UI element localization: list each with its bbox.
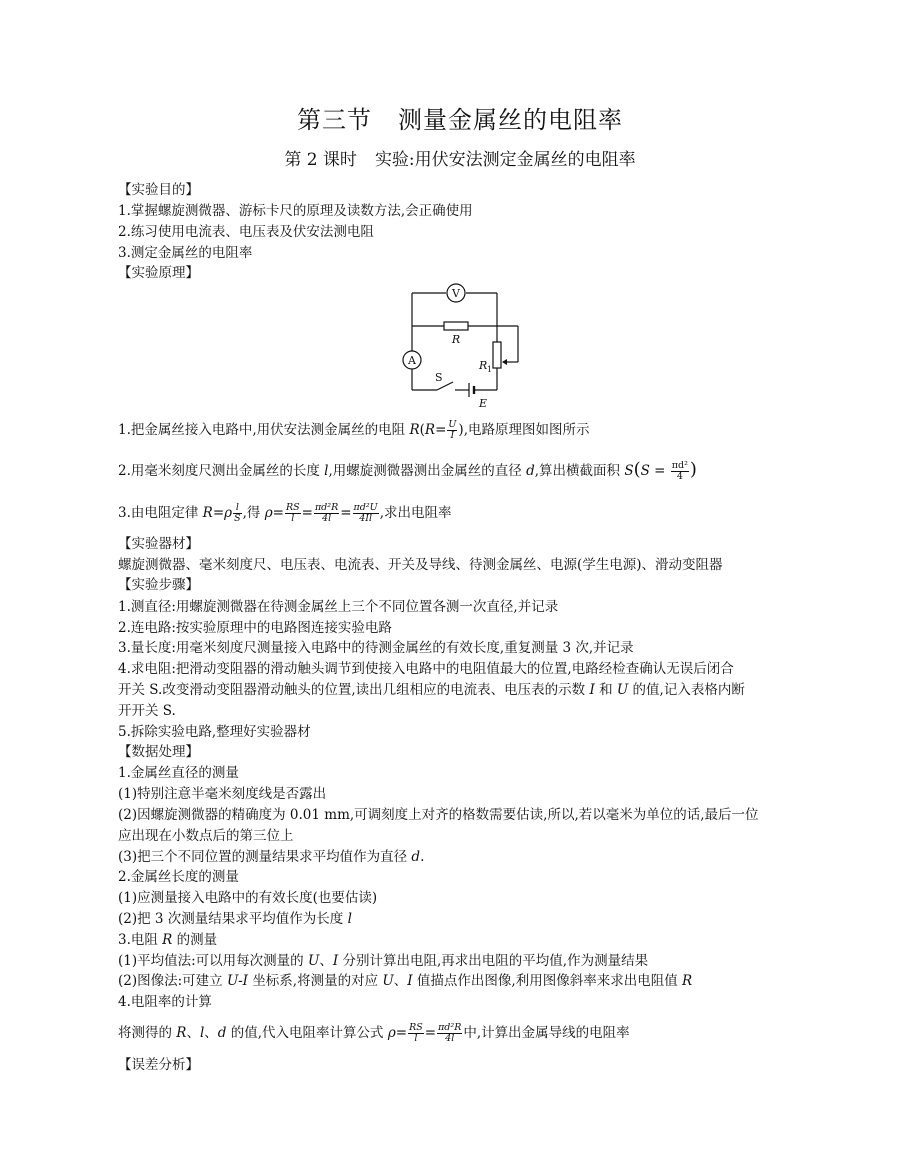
p2-frac-den: 4 [676, 471, 683, 482]
d3-text-end: 的测量 [172, 932, 218, 948]
d4f-f1-num: RS [409, 1022, 423, 1033]
p2-fraction [671, 461, 689, 482]
p3-f4-num: πd²U [353, 502, 378, 513]
data-2-2 [118, 909, 352, 929]
rheostat-label-sub: 1 [487, 365, 493, 374]
p3-eq1: =ρ [212, 505, 233, 521]
d3a-text-end: 分别计算出电阻,再求出电阻的平均值,作为测量结果 [338, 953, 649, 969]
d4f-symbol-l: l [199, 1025, 205, 1041]
d4f-f2-num: πd²R [438, 1022, 462, 1033]
s4b-text-end: 的值,记入表格内断 [628, 682, 745, 698]
p3-fraction-1 [233, 503, 242, 524]
d2b-text: (2)把 3 次测量结果求平均值作为长度 [118, 911, 348, 927]
d3b-text-mid: 坐标系,将测量的对应 [248, 973, 383, 989]
p1-frac-num: U [448, 419, 457, 430]
p3-f1-num: l [233, 503, 242, 514]
p1-symbol-R2: R [424, 422, 436, 438]
d3b-symbol-I: I [407, 973, 413, 989]
p2-paren-open: ( [633, 459, 641, 480]
data-1-2-line-1: (2)因螺旋测微器的精确度为 0.01 mm,可调刻度上对齐的格数需要估读,所以,若以毫米为单位的话,最后一位 [118, 807, 759, 823]
voltmeter-label: V [452, 287, 460, 300]
p3-fraction-2 [285, 503, 301, 524]
page-subtitle [0, 145, 920, 170]
d4f-text-mid: 的值,代入电阻率计算公式 [226, 1025, 388, 1041]
p2-text: 2.用毫米刻度尺测出金属丝的长度 [118, 463, 325, 479]
principle-para-3 [118, 503, 451, 524]
p3-text: 3.由电阻定律 [118, 505, 203, 521]
heading-error: 【误差分析】 [118, 1057, 199, 1073]
d3-text: 3.电阻 [118, 932, 163, 948]
lesson-number: 第 2 课时 [284, 150, 357, 170]
p3-f3-num: πd²R [314, 502, 339, 513]
ammeter-label: A [408, 354, 416, 367]
switch-label: S [435, 371, 443, 384]
section-title: 测量金属丝的电阻率 [398, 106, 623, 134]
p1-frac-den: I [450, 430, 455, 441]
p3-fraction-3 [314, 503, 339, 524]
p3-fraction-4 [353, 503, 379, 524]
p3-text-end: ,求出电阻率 [379, 505, 452, 521]
d3a-symbol-U: U [307, 953, 320, 969]
p2-symbol-S: S [624, 463, 634, 479]
d3a-sep: 、 [319, 953, 333, 969]
step-2: 2.连电路:按实验原理中的电路图连接实验电路 [118, 620, 392, 636]
d3b-symbol-U: U [382, 973, 394, 989]
d3a-symbol-I: I [332, 953, 339, 969]
d3a-text: (1)平均值法:可以用每次测量的 [118, 953, 308, 969]
step-1: 1.测直径:用螺旋测微器在待测金属丝上三个不同位置各测一次直径,并记录 [118, 599, 559, 615]
p3-f2-den: l [291, 513, 295, 524]
p2-paren-close: ) [689, 459, 697, 480]
p1-paren-open: ( [419, 422, 425, 438]
d3b-symbol-R: R [682, 973, 693, 989]
d4f-f2-den: 4l [445, 1033, 455, 1044]
resistor-label: R [451, 333, 461, 346]
data-3 [118, 930, 217, 950]
p2-frac-num: πd² [671, 460, 688, 471]
s4b-symbol-I: I [589, 682, 595, 698]
data-2: 2.金属丝长度的测量 [118, 869, 239, 885]
data-4-formula [118, 1023, 630, 1044]
d3b-sep: 、 [393, 973, 408, 989]
circuit-diagram [395, 280, 530, 412]
p1-text: 1.把金属丝接入电路中,用伏安法测金属丝的电阻 [118, 422, 410, 438]
data-3-2 [118, 971, 692, 991]
step-4-line-2 [118, 680, 745, 700]
p2-text-end: ,算出横截面积 [534, 463, 625, 479]
p3-f1-den: S [234, 513, 241, 524]
d2b-symbol-l: l [347, 911, 352, 927]
d4f-symbol-d: d [217, 1025, 227, 1041]
heading-steps: 【实验步骤】 [118, 577, 199, 593]
p2-text-mid: ,用螺旋测微器测出金属丝的直径 [328, 463, 527, 479]
purpose-item-1: 1.掌握螺旋测微器、游标卡尺的原理及读数方法,会正确使用 [118, 203, 473, 219]
data-1-2-line-2: 应出现在小数点后的第三位上 [118, 828, 294, 844]
p3-f4-den: 4Il [359, 513, 373, 524]
equipment-text: 螺旋测微器、毫米刻度尺、电压表、电流表、开关及导线、待测金属丝、电源(学生电源)、滑动变阻器 [118, 557, 723, 573]
p1-text-end: ,电路原理图如图所示 [463, 422, 590, 438]
d1c-end: . [420, 849, 425, 865]
p2-symbol-d: d [526, 463, 535, 479]
p1-symbol-R: R [409, 422, 420, 438]
p3-text-mid: ,得 [242, 505, 265, 521]
p1-paren-close: ) [458, 422, 464, 438]
d4f-f1-den: l [414, 1033, 418, 1044]
p3-f3-den: 4l [322, 513, 332, 524]
data-2-1: (1)应测量接入电路中的有效长度(也要估读) [118, 890, 378, 906]
principle-para-2 [118, 460, 697, 482]
d4f-eq1: = [395, 1025, 408, 1041]
p2-eq: = [649, 463, 670, 479]
step-4-line-1: 4.求电阻:把滑动变阻器的滑动触头调节到使接入电路中的电阻值最大的位置,电路经检查确认无误后闭合 [118, 661, 734, 677]
p3-eq4: = [340, 505, 352, 521]
d1c-symbol-d: d [411, 849, 421, 865]
p3-eq2: = [272, 505, 284, 521]
heading-principle: 【实验原理】 [118, 265, 199, 281]
p2-symbol-S2: S [640, 463, 650, 479]
source-label: E [479, 397, 488, 410]
data-4: 4.电阻率的计算 [118, 994, 212, 1010]
p3-symbol-rho: ρ [264, 505, 273, 521]
d3b-text: (2)图像法:可建立 [118, 973, 227, 989]
d1c-text: (3)把三个不同位置的测量结果求平均值作为直径 [118, 849, 412, 865]
d4f-fraction-2 [437, 1023, 462, 1044]
s4b-text: 开关 S.改变滑动变阻器滑动触头的位置,读出几组相应的电流表、电压表的示数 [118, 682, 590, 698]
d3b-text-end: 值描点作出图像,利用图像斜率来求出电阻值 [412, 973, 682, 989]
p3-eq3: = [301, 505, 313, 521]
heading-equipment: 【实验器材】 [118, 536, 199, 552]
page-title [0, 100, 920, 135]
d4f-fraction-1 [408, 1023, 424, 1044]
d4f-sep2: 、 [204, 1025, 218, 1041]
d4f-sep1: 、 [186, 1025, 200, 1041]
rheostat-label: R [479, 359, 488, 372]
heading-data: 【数据处理】 [118, 744, 199, 760]
d3-symbol-R: R [162, 932, 173, 948]
p3-f2-num: RS [285, 502, 300, 513]
section-number: 第三节 [297, 106, 372, 134]
purpose-item-2: 2.练习使用电流表、电压表及伏安法测电阻 [118, 224, 374, 240]
d4f-text: 将测得的 [118, 1025, 177, 1041]
step-4-line-3: 开开关 S. [118, 703, 176, 719]
p3-symbol-R: R [202, 505, 213, 521]
d3b-symbol-UI: U-I [226, 973, 249, 989]
p2-symbol-l: l [324, 463, 329, 479]
data-1: 1.金属丝直径的测量 [118, 765, 239, 781]
d4f-eq2: = [424, 1025, 437, 1041]
s4b-and: 和 [594, 682, 617, 698]
rheostat-slider-arrow [502, 359, 507, 365]
p1-fraction [447, 420, 457, 441]
lesson-title: 实验:用伏安法测定金属丝的电阻率 [374, 150, 636, 170]
d4f-symbol-R: R [176, 1025, 187, 1041]
step-5: 5.拆除实验电路,整理好实验器材 [118, 724, 311, 740]
data-1-1: (1)特别注意半毫米刻度线是否露出 [118, 786, 327, 802]
principle-para-1 [118, 420, 590, 441]
heading-purpose: 【实验目的】 [118, 182, 199, 198]
data-1-3 [118, 847, 424, 867]
p1-eq: = [435, 422, 447, 438]
purpose-item-3: 3.测定金属丝的电阻率 [118, 245, 253, 261]
step-3: 3.量长度:用毫米刻度尺测量接入电路中的待测金属丝的有效长度,重复测量 3 次,并记录 [118, 640, 634, 656]
d4f-text-end: 中,计算出金属导线的电阻率 [463, 1025, 630, 1041]
data-3-1 [118, 951, 648, 971]
s4b-symbol-U: U [616, 682, 629, 698]
d4f-symbol-rho: ρ [387, 1025, 396, 1041]
